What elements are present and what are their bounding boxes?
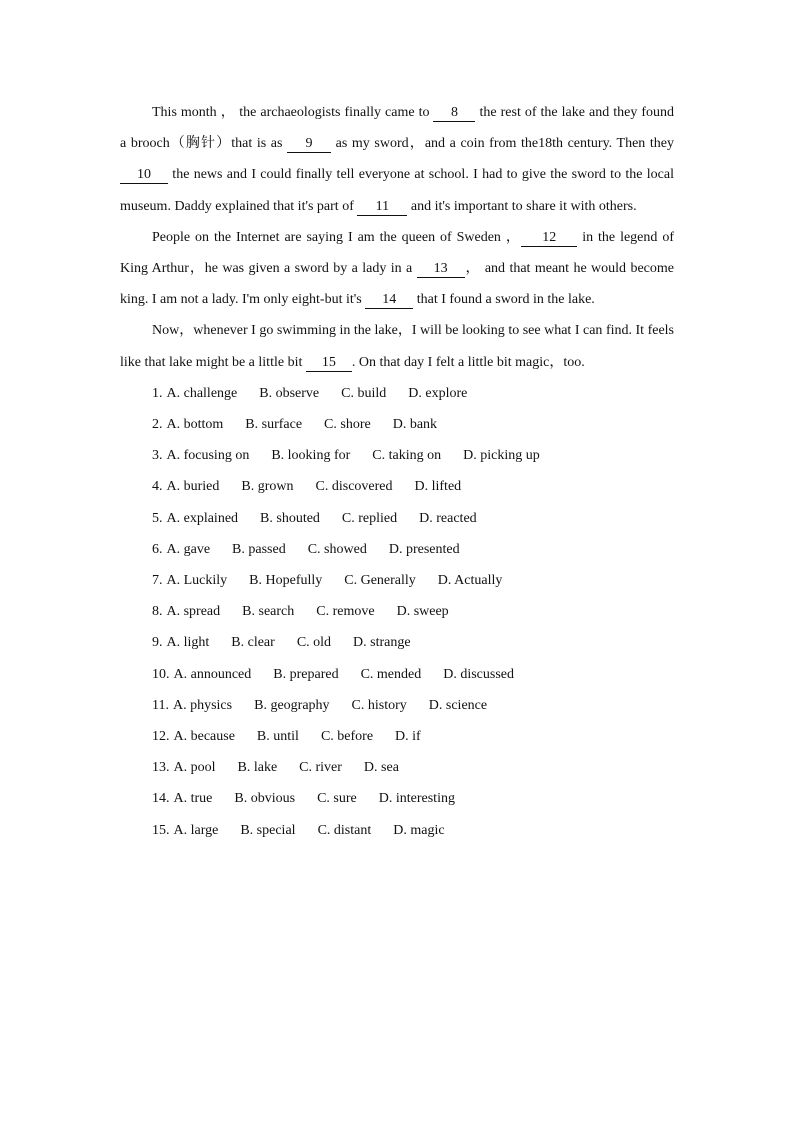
option-b: B. lake <box>237 760 278 776</box>
text-segment: and it's important to share it with others. <box>407 198 637 214</box>
option-b: B. geography <box>254 697 330 713</box>
text-segment: the news and I could finally tell everyone at school. I had to give the sword to the local museum. Daddy explained that it's part of <box>120 167 674 214</box>
text-segment: People on the Internet are saying I am the queen of Sweden ， <box>152 229 522 245</box>
option-d: D. Actually <box>437 573 503 589</box>
blank-15: 15 <box>306 355 352 372</box>
option-a: A. Luckily <box>166 573 228 589</box>
option-c: C. showed <box>307 541 367 557</box>
option-a: A. buried <box>166 479 220 495</box>
text-segment: as my sword，and a coin from the18th century. Then they <box>331 136 674 152</box>
option-b: B. grown <box>241 479 294 495</box>
question-item <box>152 596 674 627</box>
option-d: D. discussed <box>443 666 515 682</box>
text-segment: the rest of the lake and they found a brooch（胸针）that is as <box>120 105 674 152</box>
option-c: C. before <box>320 729 374 745</box>
text-segment: Now，whenever I go swimming in the lake，I will be looking to see what I can find. It feels like that lake might be a little bit <box>120 323 674 370</box>
blank-11: 11 <box>357 199 407 216</box>
question-item <box>152 534 674 565</box>
text-segment: . On that day I felt a little bit magic，too. <box>351 354 585 370</box>
passage-paragraph-1 <box>120 97 674 222</box>
question-item <box>152 627 674 658</box>
option-c: C. replied <box>341 510 398 526</box>
question-number: 9. <box>152 635 163 651</box>
option-b: B. search <box>242 604 295 620</box>
question-number: 10. <box>152 666 170 682</box>
option-d: D. bank <box>392 417 438 433</box>
blank-14: 14 <box>365 292 413 309</box>
option-b: B. special <box>240 822 296 838</box>
question-item <box>152 815 674 846</box>
question-number: 15. <box>152 822 170 838</box>
option-a: A. pool <box>173 760 216 776</box>
option-d: D. magic <box>393 822 445 838</box>
question-item <box>152 378 674 409</box>
option-a: A. bottom <box>166 417 224 433</box>
text-segment: in the legend of King Arthur，he was given a sword by a lady in a <box>120 229 674 277</box>
option-d: D. explore <box>408 385 468 401</box>
document-page <box>120 97 674 846</box>
option-b: B. shouted <box>260 510 320 526</box>
option-c: C. shore <box>324 417 371 433</box>
question-item <box>152 440 674 471</box>
blank-13: 13 <box>417 261 465 278</box>
option-a: A. large <box>173 822 219 838</box>
option-c: C. discovered <box>315 479 393 495</box>
option-a: A. focusing on <box>166 448 250 464</box>
question-number: 13. <box>152 760 170 776</box>
option-c: C. distant <box>317 822 372 838</box>
option-a: A. spread <box>166 604 221 620</box>
option-b: B. obvious <box>234 791 296 807</box>
question-number: 7. <box>152 573 163 589</box>
question-list <box>120 378 674 846</box>
option-a: A. challenge <box>166 385 238 401</box>
option-b: B. observe <box>259 385 320 401</box>
option-d: D. sweep <box>396 604 449 620</box>
question-number: 11. <box>152 697 169 713</box>
option-d: D. strange <box>353 635 411 651</box>
question-number: 3. <box>152 448 163 464</box>
option-b: B. Hopefully <box>249 573 323 589</box>
blank-9: 9 <box>287 136 331 153</box>
option-d: D. reacted <box>419 510 477 526</box>
question-number: 5. <box>152 510 163 526</box>
option-d: D. science <box>428 697 488 713</box>
question-item <box>152 503 674 534</box>
question-item <box>152 565 674 596</box>
option-c: C. build <box>341 385 387 401</box>
option-b: B. passed <box>232 541 286 557</box>
option-b: B. clear <box>231 635 275 651</box>
question-number: 14. <box>152 791 170 807</box>
option-a: A. light <box>166 635 210 651</box>
option-b: B. until <box>256 729 299 745</box>
question-item <box>152 659 674 690</box>
option-a: A. explained <box>166 510 239 526</box>
option-b: B. looking for <box>271 448 351 464</box>
text-segment: ， and that meant he would become king. I am not a lady. I'm only eight-but it's <box>120 261 674 308</box>
question-number: 6. <box>152 541 163 557</box>
option-c: C. remove <box>316 604 375 620</box>
option-b: B. surface <box>245 417 303 433</box>
option-c: C. sure <box>317 791 357 807</box>
text-segment: This month ， the archaeologists finally came to <box>152 105 434 120</box>
option-a: A. physics <box>172 697 233 713</box>
option-c: C. old <box>296 635 332 651</box>
option-d: D. lifted <box>414 479 462 495</box>
option-c: C. history <box>351 697 407 713</box>
option-d: D. picking up <box>463 448 540 464</box>
question-item <box>152 690 674 721</box>
text-segment: that I found a sword in the lake. <box>413 292 595 308</box>
passage-paragraph-2 <box>120 222 674 316</box>
option-d: D. if <box>395 729 421 745</box>
option-a: A. announced <box>173 666 252 682</box>
blank-12: 12 <box>521 230 577 247</box>
option-a: A. gave <box>166 541 211 557</box>
question-number: 12. <box>152 729 170 745</box>
question-item <box>152 471 674 502</box>
passage-paragraph-3 <box>120 315 674 377</box>
question-item <box>152 409 674 440</box>
question-number: 2. <box>152 417 163 433</box>
question-number: 4. <box>152 479 163 495</box>
option-a: A. true <box>173 791 213 807</box>
option-d: D. presented <box>388 541 460 557</box>
blank-8: 8 <box>433 105 475 122</box>
option-b: B. prepared <box>273 666 339 682</box>
question-item <box>152 783 674 814</box>
question-item <box>152 752 674 783</box>
question-number: 1. <box>152 385 163 401</box>
blank-10: 10 <box>120 167 168 184</box>
option-d: D. sea <box>363 760 399 776</box>
option-c: C. taking on <box>372 448 442 464</box>
question-number: 8. <box>152 604 163 620</box>
option-c: C. mended <box>360 666 422 682</box>
option-c: C. river <box>299 760 342 776</box>
question-item <box>152 721 674 752</box>
option-a: A. because <box>173 729 235 745</box>
option-c: C. Generally <box>344 573 416 589</box>
option-d: D. interesting <box>378 791 455 807</box>
